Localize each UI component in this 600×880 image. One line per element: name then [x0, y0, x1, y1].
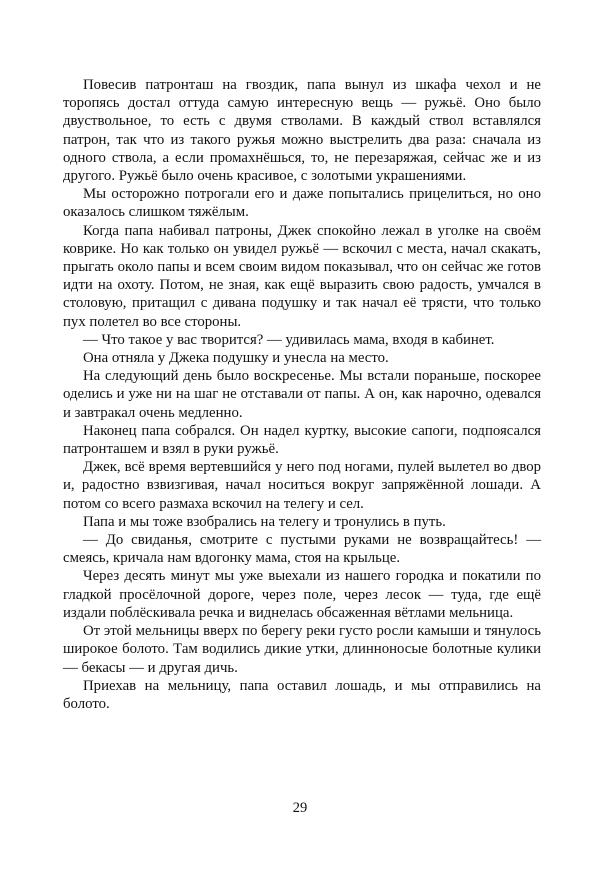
- paragraph: Папа и мы тоже взобрались на телегу и тронулись в путь.: [83, 513, 446, 530]
- paragraph: — До свиданья, смотрите с пустыми руками не возвращайтесь! — смеясь, кричала нам вдогонку мама, стоя на крыльце.: [63, 532, 541, 567]
- paragraph: Мы осторожно потрогали его и даже попытались прицелиться, но оно оказалось слишком тяжёлым.: [63, 186, 541, 221]
- paragraph: Джек, всё время вертевшийся у него под ногами, пулей вылетел во двор и, радостно взвизгивая, начал носиться вокруг запряжённой лошади. А потом со всего размаха вскочил на телегу и сел.: [63, 459, 541, 512]
- paragraph: Приехав на мельницу, папа оставил лошадь, и мы отправились на болото.: [63, 677, 541, 712]
- paragraph: — Что такое у вас творится? — удивилась мама, входя в кабинет.: [83, 331, 495, 348]
- paragraph: От этой мельницы вверх по берегу реки густо росли камыши и тянулось широкое болото. Там водились дикие утки, длинноносые болотные кулики — бекасы — и другая дичь.: [63, 623, 541, 676]
- paragraph: Когда папа набивал патроны, Джек спокойно лежал в уголке на своём коврике. Но как только он увидел ружьё — вскочил с места, начал скакать, прыгать около папы и всем своим видом показывал, что он сейчас же готов идти на охоту. Потом, не зная, как ещё выразить свою радость, умчался в столовую, притащил с дивана подушку и так начал её трясти, что только пух полетел во все стороны.: [63, 222, 541, 330]
- paragraph: Наконец папа собрался. Он надел куртку, высокие сапоги, подпоясался патронташем и взял в руки ружьё.: [63, 422, 541, 458]
- paragraph: На следующий день было воскресенье. Мы встали пораньше, поскорее оделись и уже ни на шаг не отставали от папы. А он, как нарочно, одевался и завтракал очень медленно.: [63, 368, 541, 421]
- paragraph: Через десять минут мы уже выехали из нашего городка и покатили по гладкой просёлочной дороге, через поле, через лесок — туда, где ещё издали поблёскивала речка и виднелась обсаженная вётлами мельница.: [63, 568, 541, 621]
- page-number: 29: [292, 800, 308, 816]
- page-body: [63, 76, 541, 713]
- paragraph: Она отняла у Джека подушку и унесла на место.: [83, 350, 389, 367]
- paragraph: Повесив патронташ на гвоздик, папа вынул из шкафа чехол и не торопясь достал оттуда самую интересную вещь — ружьё. Оно было двуствольное, то есть с двумя стволами. В каждый ствол вставлялся патрон, так что из такого ружья можно выстрелить два раза: сначала из одного ствола, а если промахнёшься, то, не перезаряжая, сейчас же и из другого. Ружьё было очень красивое, с золотыми украшениями.: [63, 77, 541, 185]
